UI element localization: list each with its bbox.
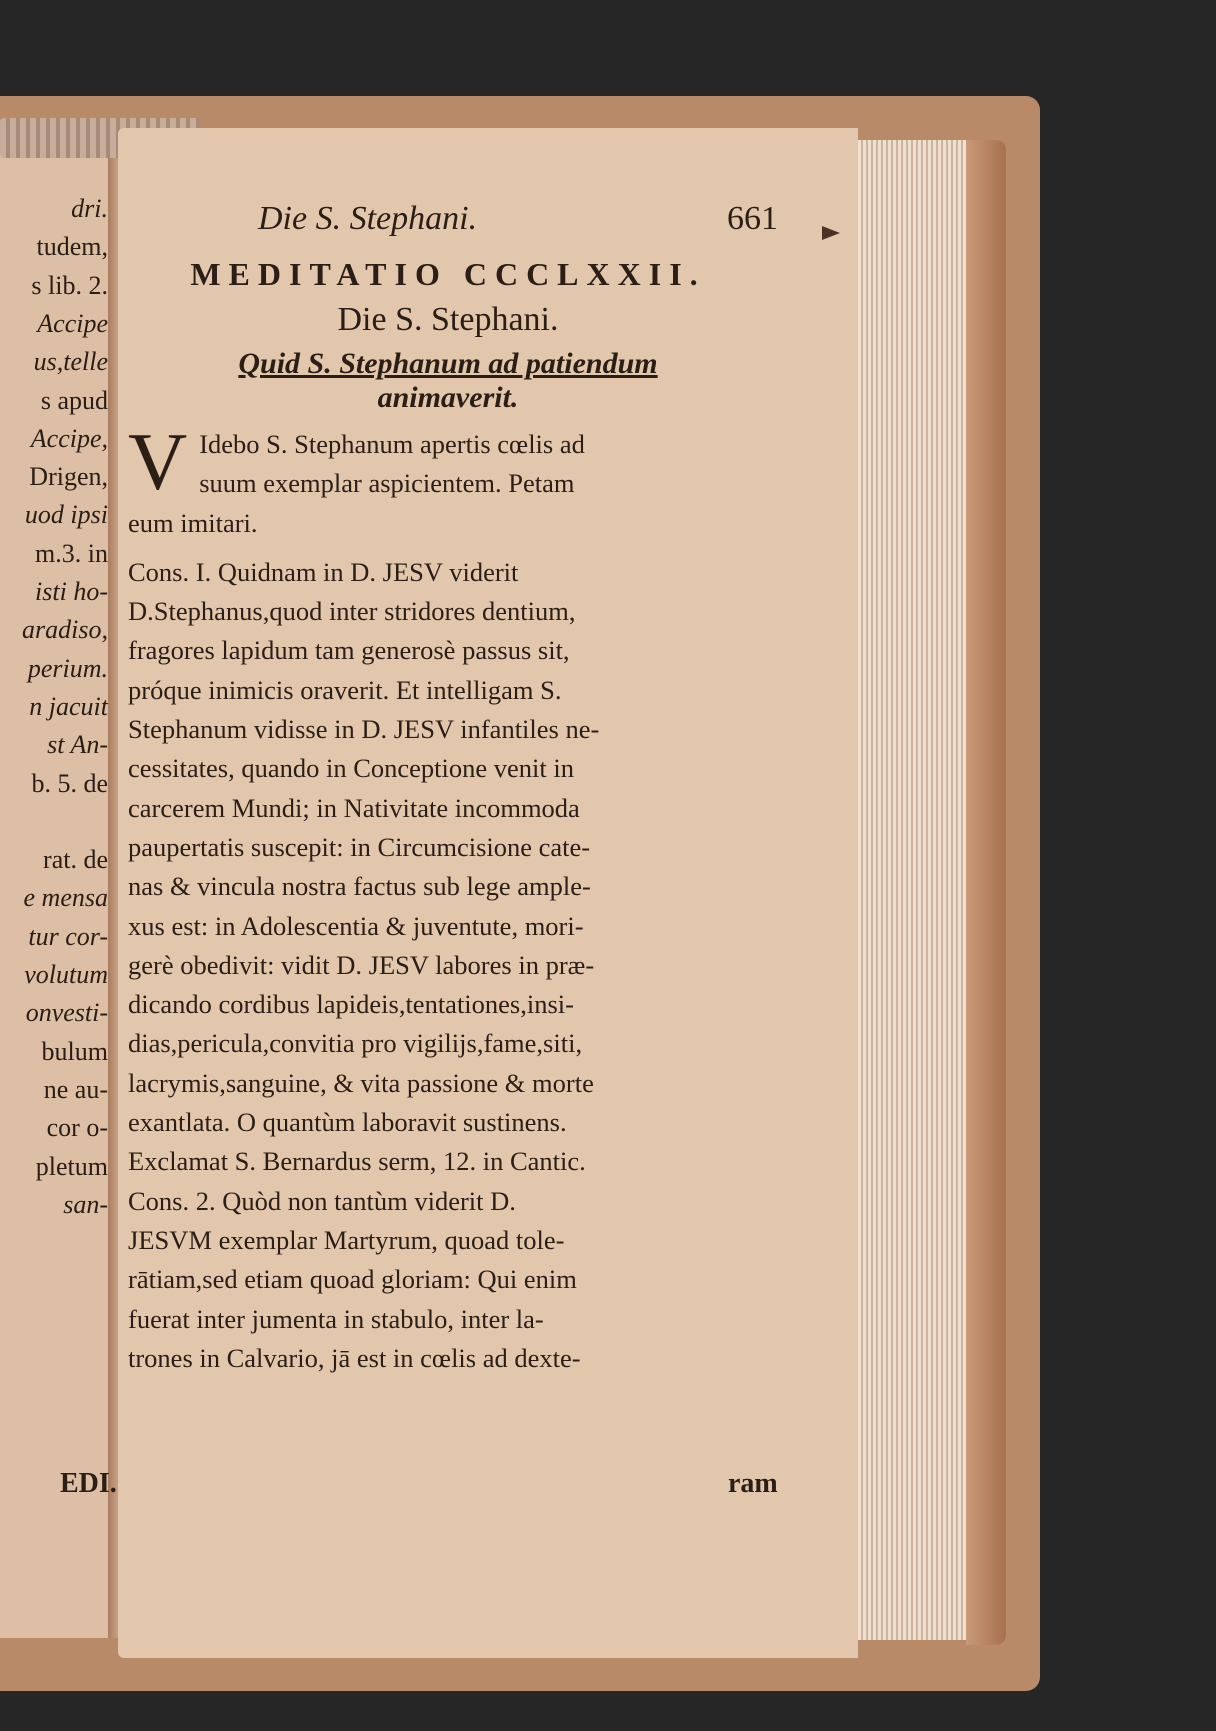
left-page-line: perium. (27, 653, 108, 683)
body-line: dias,pericula,convitia pro vigilijs,fame,siti, (128, 1028, 583, 1059)
body-line: trones in Calvario, jā est in cœlis ad dexte- (128, 1342, 581, 1373)
left-page-line: Accipe, (30, 423, 108, 453)
body-line: carcerem Mundi; in Nativitate incommoda (128, 792, 580, 823)
left-page (0, 150, 112, 1638)
body-line: nas & vincula nostra factus sub lege ample- (128, 871, 591, 902)
subtitle-line: Quid S. Stephanum ad patiendum (238, 347, 658, 380)
body-line: Stephanum vidisse in D. JESV infantiles ne- (128, 714, 600, 745)
catchword: ram (728, 1468, 778, 1499)
meditation-title: MEDITATIO CCCLXXII. (190, 256, 706, 292)
left-page-line: n jacuit (29, 691, 108, 721)
left-page-line: cor o- (46, 1113, 108, 1143)
left-page-line: volutum (24, 960, 108, 989)
cover-edge (966, 140, 1006, 1645)
body-line: Exclamat S. Bernardus serm, 12. in Cantic. (128, 1146, 586, 1177)
left-page-line: bulum (41, 1036, 108, 1066)
left-page-line: b. 5. de (31, 768, 108, 798)
body-line: xus est: in Adolescentia & juventute, mori- (128, 910, 584, 941)
left-page-footer: EDI. (60, 1468, 117, 1499)
body-text (128, 553, 768, 1378)
intro-paragraph (128, 416, 768, 543)
left-page-line: s lib. 2. (31, 270, 108, 300)
left-page-line: aradiso, (22, 615, 108, 645)
body-line: paupertatis suscepit: in Circumcisione cate- (128, 831, 591, 862)
subtitle-line: animaverit. (377, 381, 519, 414)
body-line: D.Stephanus,quod inter stridores dentium, (128, 596, 576, 627)
subtitle (128, 347, 768, 415)
left-page-line: us,telle (33, 347, 108, 377)
left-page-line: dri. (71, 194, 108, 223)
left-page-line: Drigen, (29, 462, 108, 492)
body-line: lacrymis,sanguine, & vita passione & morte (128, 1067, 594, 1098)
body-line: JESVM exemplar Martyrum, quoad tole- (128, 1224, 565, 1255)
body-line: cessitates, quando in Conceptione venit in (128, 753, 574, 784)
day-title: Die S. Stephani. (337, 301, 559, 338)
page-text (128, 200, 778, 1378)
running-head-title: Die S. Stephani. (258, 200, 478, 237)
left-page-line: st An- (47, 730, 108, 760)
left-page-line: e mensa (23, 883, 108, 913)
left-page-line: s apud (40, 385, 108, 415)
left-page-line: m.3. in (35, 538, 108, 568)
body-line: dicando cordibus lapideis,tentationes,insi- (128, 989, 574, 1020)
body-line: rātiam,sed etiam quoad gloriam: Qui enim (128, 1264, 577, 1295)
intro-line: suum exemplar aspicientem. Petam (199, 468, 575, 499)
running-head (128, 200, 778, 248)
left-page-line: isti ho- (35, 577, 108, 606)
intro-line: Idebo S. Stephanum apertis cœlis ad (199, 429, 585, 459)
left-page-line: rat. de (43, 845, 108, 875)
left-page-line: san- (63, 1189, 108, 1219)
body-line: fragores lapidum tam generosè passus sit, (128, 635, 570, 666)
left-page-line: pletum (35, 1151, 108, 1181)
intro-line: eum imitari. (128, 507, 258, 538)
left-page-line: ne au- (43, 1074, 108, 1104)
page-number: 661 (727, 200, 778, 237)
left-page-line: tudem, (36, 232, 108, 262)
left-page-line: uod ipsi (24, 500, 108, 530)
body-line: fuerat inter jumenta in stabulo, inter la- (128, 1303, 544, 1334)
body-line: Cons. 2. Quòd non tantùm viderit D. (128, 1185, 516, 1216)
body-line: gerè obedivit: vidit D. JESV labores in præ- (128, 949, 595, 980)
left-page-line: onvesti- (25, 998, 108, 1028)
left-page-line: Accipe (37, 308, 108, 338)
drop-cap: V (128, 416, 188, 507)
left-page-line: tur cor- (28, 921, 108, 951)
page-edges (848, 140, 968, 1640)
body-line: exantlata. O quantùm laboravit sustinens. (128, 1107, 567, 1138)
body-line: próque inimicis oraverit. Et intelligam S. (128, 674, 562, 705)
body-line: Cons. I. Quidnam in D. JESV viderit (128, 556, 519, 587)
